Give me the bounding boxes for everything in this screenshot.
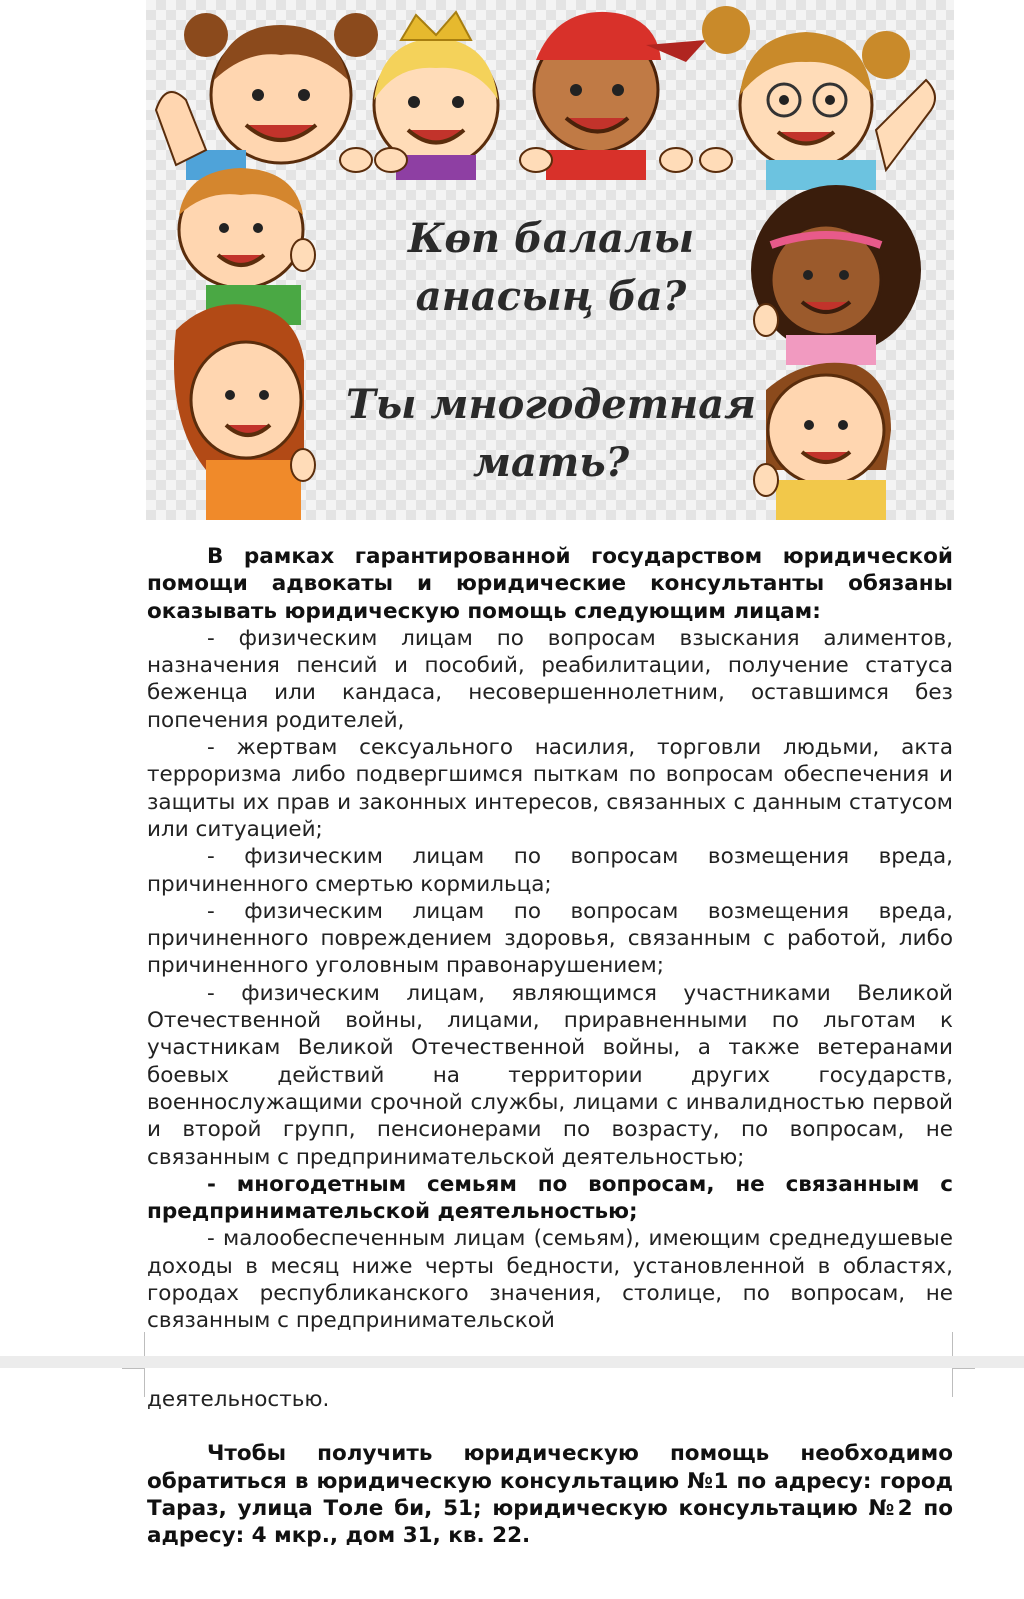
document-page-2: [147, 1386, 953, 1549]
kid-girl-glasses: [702, 6, 935, 190]
kid-boy-left: [179, 168, 303, 325]
list-item: - жертвам сексуального насилия, торговли людьми, акта терроризма либо подвергшимся пыткам по вопросам обеспечения и защиты их прав и законных интересов, связанных с данным статусом или ситуацией;: [147, 735, 953, 842]
poster-title-ru-2: мать?: [472, 439, 630, 486]
list-item: - физическим лицам, являющимся участниками Великой Отечественной войны, лицами, приравненными по льготам к участникам Великой Отечественной войны, а также ветеранами боевых действий на территории других государств, военнослужащими срочной службы, лицами с инвалидностью первой и второй групп, пенсионерами по возрасту, по вопросам, не связанным с предпринимательской деятельностью;: [147, 980, 953, 1170]
list-item: - малообеспеченным лицам (семьям), имеющим среднедушевые доходы в месяц ниже черты бедности, установленной в областях, городах республиканского значения, столице, по вопросам, не связанным с предпринимательской: [147, 1226, 953, 1334]
contact-paragraph: Чтобы получить юридическую помощь необходимо обратиться в юридическую консультацию №1 по адресу: город Тараз, улица Толе би, 51; юридическую консультацию №2 по адресу: 4 мкр., дом 31, кв. 22.: [147, 1441, 953, 1549]
children-poster: [146, 0, 954, 520]
poster-headline: [321, 210, 781, 492]
kid-girl-right-bottom: [766, 363, 891, 520]
list-item: - физическим лицам по вопросам возмещения вреда, причиненного повреждением здоровья, связанным с работой, либо причиненного уголовным правонарушением;: [147, 898, 953, 979]
poster-title-kz-2: анасың ба?: [415, 273, 687, 320]
page-break: [0, 1356, 1024, 1368]
document-page-1: [147, 543, 953, 1335]
intro-paragraph: В рамках гарантированной государством юридической помощи адвокаты и юридические консультанты обязаны оказывать юридическую помощь следующим лицам:: [147, 544, 953, 624]
kid-girl-redhair-left: [174, 304, 304, 520]
page-corner-mark: [122, 1368, 145, 1397]
poster-title-kz-1: Көп балалы: [407, 215, 695, 262]
continuation-text: деятельностью.: [147, 1387, 330, 1412]
list-item-highlighted: - многодетным семьям по вопросам, не связанным с предпринимательской деятельностью;: [147, 1171, 953, 1225]
poster-title-ru-1: Ты многодетная: [346, 381, 756, 428]
list-item: - физическим лицам по вопросам взыскания алиментов, назначения пенсий и пособий, реабилитации, получение статуса беженца или кандаса, несовершеннолетним, оставшимся без попечения родителей,: [147, 625, 953, 733]
page-corner-mark: [952, 1368, 975, 1397]
list-item: - физическим лицам по вопросам возмещения вреда, причиненного смертью кормильца;: [147, 844, 953, 897]
